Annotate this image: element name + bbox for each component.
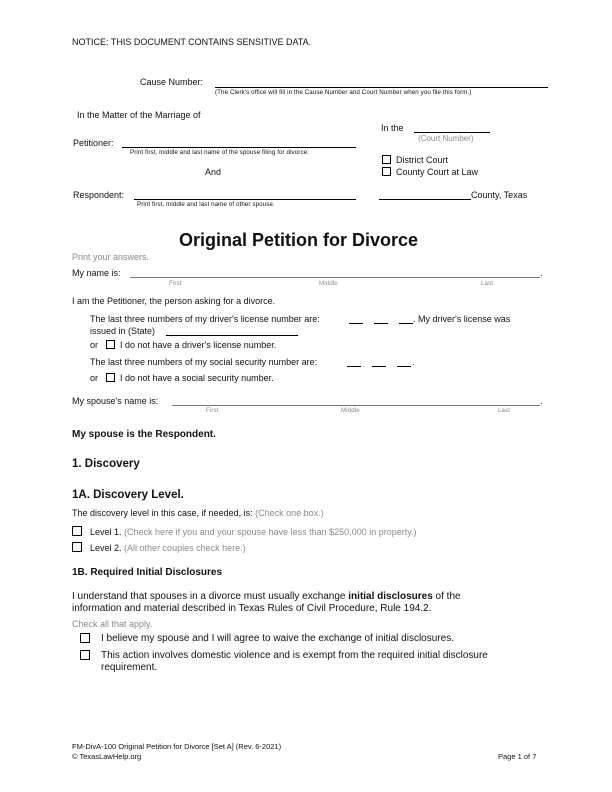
section-1a-heading: 1A. Discovery Level. <box>72 489 184 501</box>
cause-number-field[interactable] <box>215 87 548 88</box>
license-digit-2[interactable] <box>374 323 388 324</box>
petitioner-note: Print first, middle and last name of the spouse filing for divorce. <box>130 149 310 156</box>
spouse-name-field[interactable] <box>172 405 540 406</box>
license-line-text: The last three numbers of my driver's license number are: <box>90 314 320 324</box>
level-1-checkbox[interactable] <box>72 526 82 536</box>
county-field[interactable] <box>379 199 471 200</box>
county-court-checkbox[interactable] <box>382 167 391 176</box>
cause-number-note: (The Clerk's office will fill in the Cause Number and Court Number when you file this form.) <box>215 89 472 96</box>
my-name-label: My name is: <box>72 268 121 278</box>
petitioner-name-field[interactable] <box>122 147 356 148</box>
license-issued-text: . My driver's license was <box>413 314 511 324</box>
domestic-violence-checkbox[interactable] <box>80 650 90 660</box>
level-2-option: Level 2. (All other couples check here.) <box>90 543 246 553</box>
petitioner-label: Petitioner: <box>73 138 114 148</box>
county-court-label: County Court at Law <box>396 167 479 177</box>
sensitive-data-notice: NOTICE: THIS DOCUMENT CONTAINS SENSITIVE DATA. <box>72 37 312 47</box>
district-court-label: District Court <box>396 155 449 165</box>
license-digit-1[interactable] <box>349 323 363 324</box>
respondent-label: Respondent: <box>73 190 125 200</box>
domestic-violence-label-2: requirement. <box>101 662 158 673</box>
or-label-1: or <box>90 340 99 350</box>
spouse-name-label: My spouse's name is: <box>72 396 159 406</box>
waive-disclosures-checkbox[interactable] <box>80 633 90 643</box>
no-ssn-label: I do not have a social security number. <box>120 373 274 383</box>
spouse-name-last-label: Last <box>498 407 511 414</box>
court-number-field[interactable] <box>414 132 490 133</box>
no-license-label: I do not have a driver's license number. <box>120 340 277 350</box>
discovery-intro: The discovery level in this case, if needed, is: (Check one box.) <box>72 508 324 518</box>
footer-page-number: Page 1 of 7 <box>498 752 537 761</box>
respondent-name-field[interactable] <box>134 199 356 200</box>
print-answers-note: Print your answers. <box>72 252 150 262</box>
footer-form-id: FM-DivA-100 Original Petition for Divorce [Set A] (Rev. 6-2021) <box>72 742 282 751</box>
no-ssn-checkbox[interactable] <box>106 373 115 382</box>
ssn-line-text: The last three numbers of my social security number are: <box>90 357 318 367</box>
district-court-checkbox[interactable] <box>382 155 391 164</box>
level-1-option: Level 1. (Check here if you and your spouse have less than $250,000 in property.) <box>90 527 417 537</box>
cause-number-label: Cause Number: <box>140 77 204 87</box>
my-name-middle-label: Middle <box>319 280 338 287</box>
ssn-digit-2[interactable] <box>372 366 386 367</box>
license-state-field[interactable] <box>166 335 298 336</box>
license-state-label: issued in (State) <box>90 326 156 336</box>
disclosures-line-1: I understand that spouses in a divorce must usually exchange initial disclosures of the <box>72 591 461 602</box>
check-all-note: Check all that apply. <box>72 619 153 629</box>
license-digit-3[interactable] <box>399 323 413 324</box>
footer-copyright: © TexasLawHelp.org <box>72 752 142 761</box>
level-2-checkbox[interactable] <box>72 542 82 552</box>
my-name-last-label: Last <box>481 280 494 287</box>
section-1b-heading: 1B. Required Initial Disclosures <box>72 567 223 578</box>
ssn-digit-3[interactable] <box>397 366 411 367</box>
or-label-2: or <box>90 373 99 383</box>
section-1-heading: 1. Discovery <box>72 458 140 470</box>
and-label: And <box>205 167 222 177</box>
county-texas-label: County, Texas <box>471 190 528 200</box>
document-title: Original Petition for Divorce <box>179 230 419 250</box>
matter-of-label: In the Matter of the Marriage of <box>77 110 201 120</box>
my-name-first-label: First <box>169 280 182 287</box>
my-name-field[interactable] <box>130 277 540 278</box>
no-license-checkbox[interactable] <box>106 340 115 349</box>
spouse-name-middle-label: Middle <box>341 407 360 414</box>
waive-disclosures-label: I believe my spouse and I will agree to waive the exchange of initial disclosures. <box>101 633 454 644</box>
respondent-note: Print first, middle and last name of other spouse. <box>137 201 275 208</box>
domestic-violence-label-1: This action involves domestic violence and is exempt from the required initial disclosure <box>101 650 488 661</box>
ssn-digit-1[interactable] <box>347 366 361 367</box>
court-number-note: (Court Number) <box>418 134 474 143</box>
spouse-name-first-label: First <box>206 407 219 414</box>
disclosures-line-2: information and material described in Texas Rules of Civil Procedure, Rule 194.2. <box>72 603 432 614</box>
petitioner-statement: I am the Petitioner, the person asking for a divorce. <box>72 296 276 306</box>
in-the-label: In the <box>381 123 404 133</box>
spouse-respondent-statement: My spouse is the Respondent. <box>72 429 216 440</box>
